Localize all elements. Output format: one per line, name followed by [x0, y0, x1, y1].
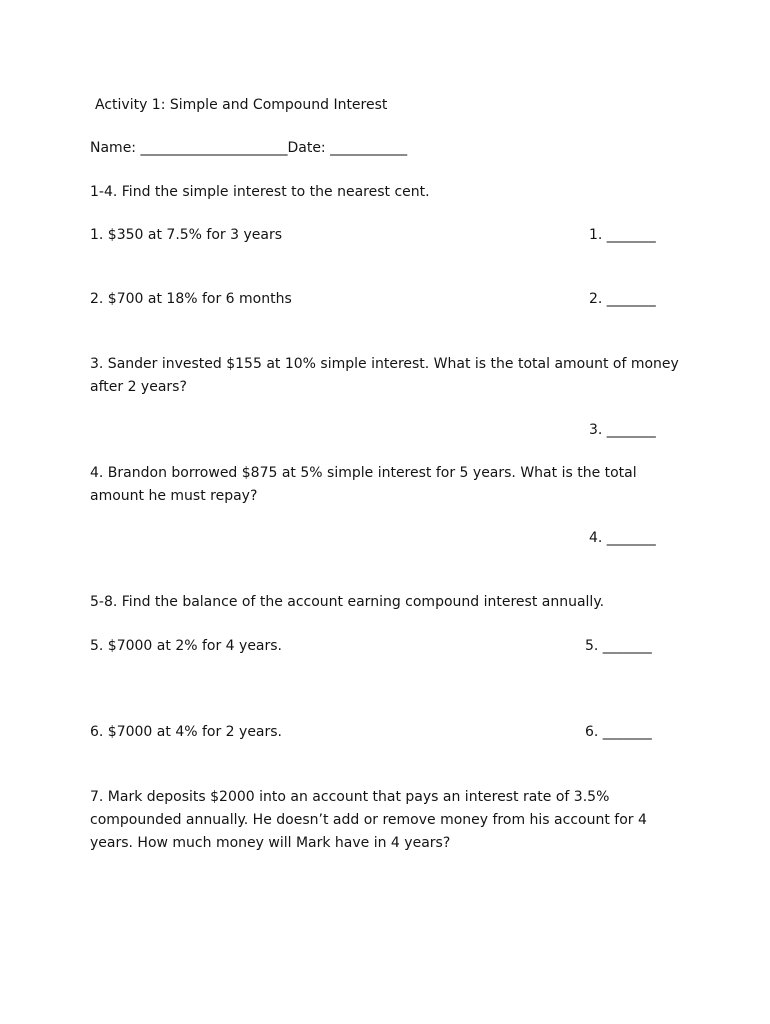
section-2-instructions: 5-8. Find the balance of the account earning compound interest annually.: [90, 594, 605, 610]
problem-5-answer-blank: 5. _______: [585, 638, 652, 654]
problem-4-text: 4. Brandon borrowed $875 at 5% simple interest for 5 years. What is the total amount he must repay?: [90, 465, 637, 504]
problem-6-text: 6. $7000 at 4% for 2 years.: [90, 724, 283, 740]
problem-1-answer-blank: 1. _______: [589, 227, 656, 243]
problem-4-answer-blank: 4. _______: [589, 530, 656, 546]
problem-6-answer-blank: 6. _______: [585, 724, 652, 740]
name-date-line: Name: _____________________Date: ___________: [90, 140, 408, 156]
problem-2-answer-blank: 2. _______: [589, 291, 656, 307]
problem-3-answer-blank: 3. _______: [589, 422, 656, 438]
problem-1-text: 1. $350 at 7.5% for 3 years: [90, 227, 283, 243]
problem-5-text: 5. $7000 at 2% for 4 years.: [90, 638, 283, 654]
problem-7-text: 7. Mark deposits $2000 into an account that pays an interest rate of 3.5% compounded annually. He doesn’t add or remove money from his account for 4 years. How much money will Mark have in 4 years?: [90, 789, 647, 851]
problem-3-text: 3. Sander invested $155 at 10% simple interest. What is the total amount of money after 2 years?: [90, 356, 679, 395]
worksheet-title: Activity 1: Simple and Compound Interest: [95, 97, 388, 113]
section-1-instructions: 1-4. Find the simple interest to the nearest cent.: [90, 184, 430, 200]
problem-2-text: 2. $700 at 18% for 6 months: [90, 291, 292, 307]
